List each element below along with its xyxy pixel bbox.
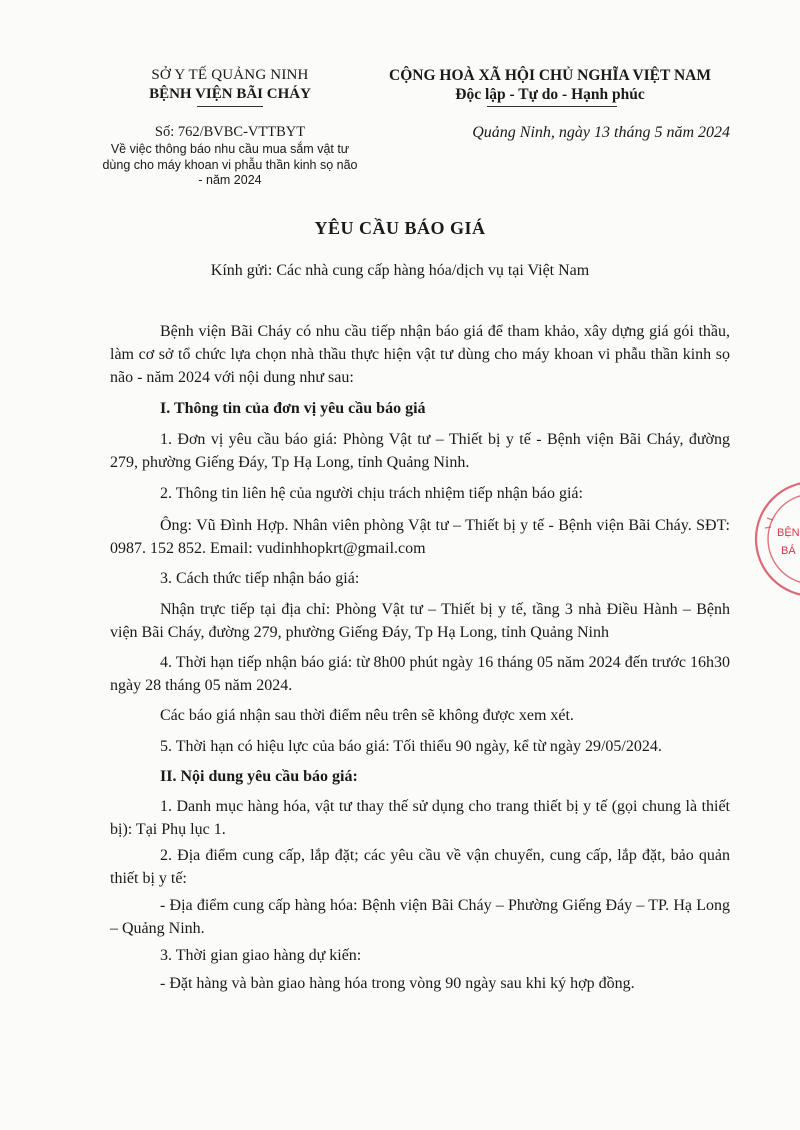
intro-paragraph: Bệnh viện Bãi Cháy có nhu cầu tiếp nhận báo giá để tham khảo, xây dựng giá gói thầu, làm cơ sở tổ chức lựa chọn nhà thầu thực hiện vật tư dùng cho máy khoan vi phẫu thần kinh sọ não - năm 2024 với nội dung như sau:	[110, 323, 730, 386]
paragraph: Nhận trực tiếp tại địa chỉ: Phòng Vật tư – Thiết bị y tế, tầng 3 nhà Điều Hành – Bệnh viện Bãi Cháy, đường 279, phường Giếng Đáy, Tp Hạ Long, tỉnh Quảng Ninh	[110, 601, 730, 641]
paragraph: Các báo giá nhận sau thời điểm nêu trên sẽ không được xem xét.	[160, 707, 574, 724]
document-date: Quảng Ninh, ngày 13 tháng 5 năm 2024	[472, 124, 730, 141]
section-heading-1: I. Thông tin của đơn vị yêu cầu báo giá	[160, 400, 426, 417]
paragraph: 1. Đơn vị yêu cầu báo giá: Phòng Vật tư – Thiết bị y tế - Bệnh viện Bãi Cháy, đường 279, phường Giếng Đáy, Tp Hạ Long, tỉnh Quảng Ninh.	[110, 431, 730, 471]
paragraph: - Đặt hàng và bàn giao hàng hóa trong vòng 90 ngày sau khi ký hợp đồng.	[160, 975, 635, 992]
motto-underline	[487, 106, 617, 107]
paragraph: 3. Cách thức tiếp nhận báo giá:	[160, 570, 360, 587]
national-heading	[370, 66, 730, 104]
greeting: Kính gửi: Các nhà cung cấp hàng hóa/dịch vụ tại Việt Nam	[210, 262, 590, 279]
issuing-authority	[95, 66, 365, 104]
official-stamp	[753, 478, 800, 600]
hospital-name: BỆNH VIỆN BÃI CHÁY	[149, 86, 311, 102]
country-name: CỘNG HOÀ XÃ HỘI CHỦ NGHĨA VIỆT NAM	[389, 67, 711, 84]
stamp-text: BỆN	[777, 527, 800, 539]
document-subject	[95, 142, 365, 189]
paragraph: - Địa điểm cung cấp hàng hóa: Bệnh viện Bãi Cháy – Phường Giếng Đáy – TP. Hạ Long – Quảng Ninh.	[110, 897, 730, 937]
stamp-text: BÁ	[781, 545, 796, 557]
paragraph: 2. Địa điểm cung cấp, lắp đặt; các yêu cầu về vận chuyển, cung cấp, lắp đặt, bảo quản thiết bị y tế:	[110, 847, 730, 887]
paragraph: 2. Thông tin liên hệ của người chịu trách nhiệm tiếp nhận báo giá:	[160, 485, 583, 502]
department-name: SỞ Y TẾ QUẢNG NINH	[151, 67, 309, 83]
document-number: Số: 762/BVBC-VTTBYT	[154, 124, 306, 140]
paragraph: 5. Thời hạn có hiệu lực của báo giá: Tối thiểu 90 ngày, kể từ ngày 29/05/2024.	[160, 738, 662, 755]
section-heading-2: II. Nội dung yêu cầu báo giá:	[160, 768, 358, 785]
paragraph: Ông: Vũ Đình Hợp. Nhân viên phòng Vật tư – Thiết bị y tế - Bệnh viện Bãi Cháy. SĐT: 0987. 152 852. Email: vudinhhopkrt@gmail.com	[110, 517, 730, 557]
subject-line: Về việc thông báo nhu cầu mua sắm vật tư	[110, 142, 350, 156]
subject-line: dùng cho máy khoan vi phẫu thần kinh sọ não	[102, 157, 358, 172]
paragraph: 3. Thời gian giao hàng dự kiến:	[160, 947, 362, 964]
motto: Độc lập - Tự do - Hạnh phúc	[455, 86, 645, 103]
subject-line: - năm 2024	[198, 173, 262, 187]
paragraph: 1. Danh mục hàng hóa, vật tư thay thế sử dụng cho trang thiết bị y tế (gọi chung là thiết bị): Tại Phụ lục 1.	[110, 798, 730, 838]
hospital-name-underline	[197, 106, 263, 107]
paragraph: 4. Thời hạn tiếp nhận báo giá: từ 8h00 phút ngày 16 tháng 05 năm 2024 đến trước 16h30 ngày 28 tháng 05 năm 2024.	[110, 654, 730, 694]
document-title: YÊU CẦU BÁO GIÁ	[314, 218, 486, 238]
